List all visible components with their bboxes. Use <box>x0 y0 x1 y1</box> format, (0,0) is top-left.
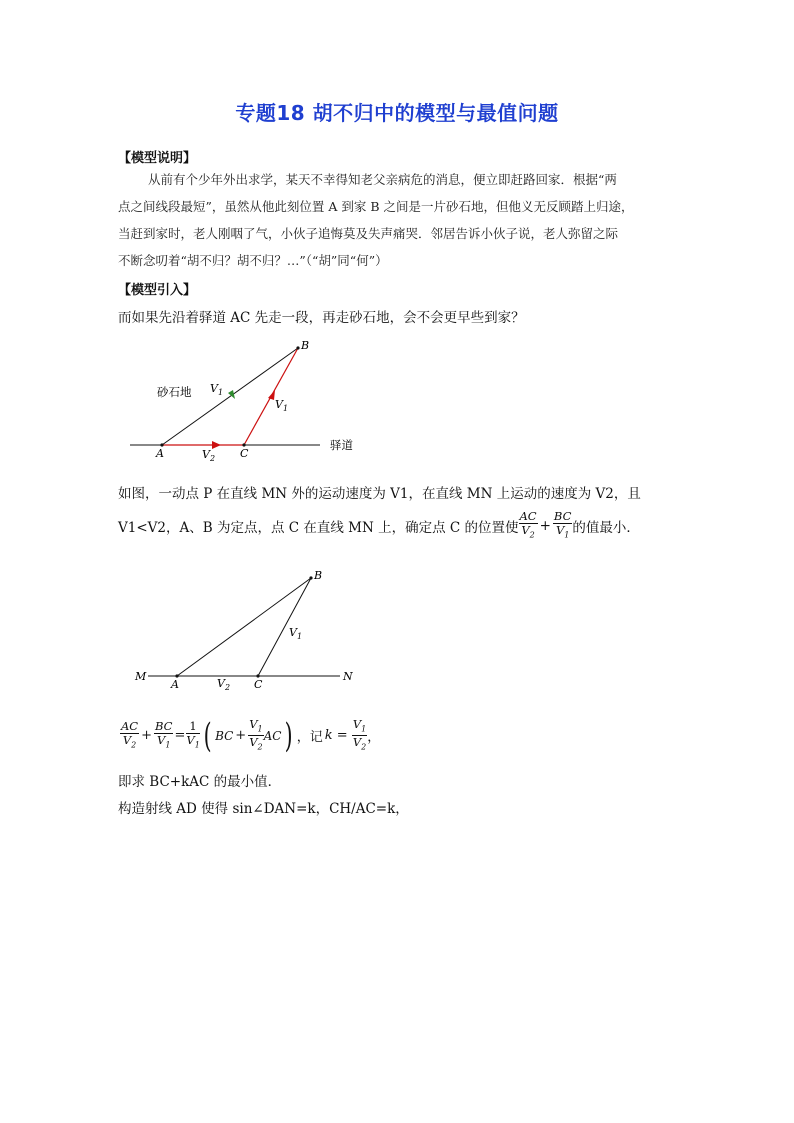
formula-frac-ac-v2: $\frac{AC}{V_2}$ <box>121 719 139 750</box>
label-A: A <box>156 447 164 460</box>
formula-line <box>120 715 381 756</box>
story-line-4: 不断念叨着“胡不归？胡不归？…”（“胡”同“何”） <box>118 253 388 268</box>
fraction-bc-over-v1: $\frac{BC}{V_1}$ <box>553 509 572 540</box>
label-road: 驿道 <box>330 438 353 452</box>
para-line-1: 如图，一动点 P 在直线 MN 外的运动速度为 V1，在直线 MN 上运动的速度为 V2，且 <box>118 486 641 502</box>
formula-frac-v1-v2: $\frac{V_1}{V_2}$ <box>249 717 263 752</box>
label-sand: 砂石地 <box>157 385 192 399</box>
story-line-2: 点之间线段最短”，虽然从他此刻位置 A 到家 B 之间是一片砂石地，但他义无反顾踏上归途， <box>118 199 634 214</box>
formula-note: ，记 <box>296 730 323 746</box>
figure-mn-diagram <box>128 565 368 695</box>
section-heading-model-description: 【模型说明】 <box>118 151 197 166</box>
label-N: N <box>343 670 353 683</box>
intro-question: 而如果先沿着驿道 AC 先走一段，再走砂石地，会不会更早些到家？ <box>118 310 525 326</box>
segment-CB-2 <box>258 578 311 676</box>
page-title: 专题18 胡不归中的模型与最值问题 <box>235 101 559 125</box>
formula-frac-k: $\frac{V_1}{V_2}$ <box>352 717 367 752</box>
formula-plus: + <box>141 728 153 744</box>
label-M: M <box>135 670 147 683</box>
formula-bc: BC <box>215 728 234 743</box>
label-v1-main: $V_1$ <box>210 382 224 397</box>
story-line-3: 当赶到家时，老人刚咽了气，小伙子追悔莫及失声痛哭．邻居告诉小伙子说，老人弥留之际 <box>118 226 619 241</box>
formula-frac-1-v1: $\frac{1}{V_1}$ <box>186 719 200 750</box>
formula-ac: AC <box>263 728 282 743</box>
red-arrow-right-icon <box>212 441 221 449</box>
label-v1-2: $V_1$ <box>289 626 303 641</box>
formula-tail: ， <box>367 730 381 746</box>
label-C: C <box>240 447 249 460</box>
label-v2-2: $V_2$ <box>217 677 231 692</box>
para-line-2-text: V1<V2，A、B 为定点，点 C 在直线 MN 上，确定点 C 的位置使 <box>118 519 519 536</box>
point-B <box>296 346 299 349</box>
formula-k-equals: = <box>332 728 352 744</box>
section-heading-model-intro: 【模型引入】 <box>118 283 197 298</box>
label-C-2: C <box>254 678 263 691</box>
conclusion-line-1: 即求 BC+kAC 的最小值． <box>118 774 282 790</box>
red-arrow-up-icon <box>268 390 275 400</box>
point-B-2 <box>309 576 312 579</box>
formula-equals: = <box>174 728 186 744</box>
para-line-2 <box>118 510 640 541</box>
story-line-1: 从前有个少年外出求学，某天不幸得知老父亲病危的消息，便立即赶路回家．根据“两 <box>148 172 617 187</box>
right-paren-icon: ) <box>285 715 294 756</box>
formula-inner-plus: + <box>235 728 247 744</box>
label-v1-red: $V_1$ <box>275 398 289 413</box>
left-paren-icon: ( <box>203 715 212 756</box>
label-v2: $V_2$ <box>202 448 216 463</box>
plus-sign: + <box>539 517 551 534</box>
label-B-2: B <box>314 569 323 582</box>
formula-k: k <box>324 728 333 744</box>
figure-road-diagram <box>120 335 370 465</box>
fraction-ac-over-v2: $\frac{AC}{V_2}$ <box>519 509 537 540</box>
label-A-2: A <box>171 678 179 691</box>
label-B: B <box>301 339 310 352</box>
formula-frac-bc-v1: $\frac{BC}{V_1}$ <box>155 719 173 750</box>
para-line-2-tail: 的值最小． <box>572 519 640 536</box>
conclusion-line-2: 构造射线 AD 使得 sin∠DAN=k，CH/AC=k， <box>118 801 409 817</box>
